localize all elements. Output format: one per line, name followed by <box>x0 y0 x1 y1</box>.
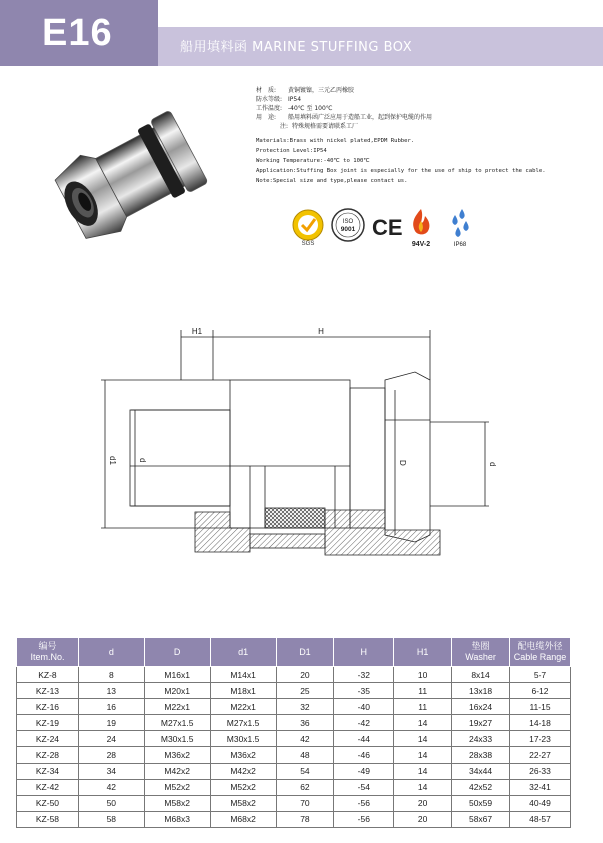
table-cell: M36x2 <box>210 747 276 763</box>
spec-key: 工作温度: <box>256 105 283 112</box>
ce-label: CE <box>372 215 403 240</box>
dim-label-d1: d1 <box>108 456 117 465</box>
page-title: 船用填料函 MARINE STUFFING BOX <box>180 40 413 55</box>
table-cell: 14 <box>394 779 452 795</box>
table-cell: M18x1 <box>210 683 276 699</box>
table-cell: 34 <box>78 763 144 779</box>
table-cell: 11 <box>394 683 452 699</box>
table-cell: M20x1 <box>144 683 210 699</box>
table-cell: M68x2 <box>210 811 276 827</box>
table-cell: M30x1.5 <box>210 731 276 747</box>
table-cell: -42 <box>334 715 394 731</box>
table-cell: KZ-8 <box>17 667 79 683</box>
ip-rating-label: IP68 <box>453 242 467 248</box>
specs-chinese <box>256 86 432 131</box>
table-cell: 6-12 <box>510 683 571 699</box>
table-cell: KZ-24 <box>17 731 79 747</box>
spec-line: Note:Special size and type,please contact us. <box>256 178 408 184</box>
col-header-D1: D1 <box>276 638 334 667</box>
table-cell: 32 <box>276 699 334 715</box>
spec-value: 黄铜镀镍，三元乙丙橡胶 <box>288 87 355 94</box>
spec-table <box>16 637 571 828</box>
table-cell: M52x2 <box>144 779 210 795</box>
table-cell: 20 <box>394 795 452 811</box>
table-cell: 16 <box>78 699 144 715</box>
table-cell: M52x2 <box>210 779 276 795</box>
water-drops-icon <box>452 209 468 248</box>
spec-line: Application:Stuffing Box joint is especially for the use of ship to protect the cable. <box>256 168 546 174</box>
table-cell: 48 <box>276 747 334 763</box>
table-cell: M14x1 <box>210 667 276 683</box>
col-header-d: d <box>78 638 144 667</box>
table-cell: KZ-16 <box>17 699 79 715</box>
table-cell: M27x1.5 <box>210 715 276 731</box>
table-row <box>17 747 571 763</box>
spec-line: Working Temperature:-40℃ to 100℃ <box>256 158 370 164</box>
spec-value: -40℃ 至 100℃ <box>288 105 333 112</box>
table-cell: -32 <box>334 667 394 683</box>
spec-key: 注: <box>279 123 288 130</box>
table-cell: 13x18 <box>452 683 510 699</box>
table-cell: 11-15 <box>510 699 571 715</box>
flame-icon <box>412 209 430 248</box>
product-code: E16 <box>42 12 113 54</box>
table-cell: M22x1 <box>144 699 210 715</box>
flame-rating-label: 94V-2 <box>411 241 431 248</box>
table-cell: M30x1.5 <box>144 731 210 747</box>
table-cell: 17-23 <box>510 731 571 747</box>
spec-value: 特殊规格需要请联系工厂 <box>292 123 359 130</box>
spec-row <box>256 122 432 131</box>
dim-label-d: d <box>138 458 147 463</box>
table-row <box>17 699 571 715</box>
table-cell: -49 <box>334 763 394 779</box>
table-cell: -44 <box>334 731 394 747</box>
table-cell: KZ-42 <box>17 779 79 795</box>
iso-number: 9001 <box>340 226 356 233</box>
table-cell: 62 <box>276 779 334 795</box>
table-cell: M42x2 <box>210 763 276 779</box>
table-row <box>17 683 571 699</box>
table-cell: M16x1 <box>144 667 210 683</box>
table-cell: M22x1 <box>210 699 276 715</box>
table-cell: M27x1.5 <box>144 715 210 731</box>
sgs-icon <box>293 210 323 247</box>
table-cell: -40 <box>334 699 394 715</box>
col-header-cable-range: 配电缆外径 Cable Range <box>510 638 571 667</box>
specs-english <box>256 136 546 186</box>
spec-row <box>256 104 432 113</box>
table-cell: 19x27 <box>452 715 510 731</box>
table-cell: 70 <box>276 795 334 811</box>
table-cell: 40-49 <box>510 795 571 811</box>
col-header-H: H <box>334 638 394 667</box>
table-cell: KZ-34 <box>17 763 79 779</box>
table-header-row <box>17 638 571 667</box>
table-cell: 78 <box>276 811 334 827</box>
iso-icon <box>332 209 364 241</box>
col-header-item: 编号 Item.No. <box>17 638 79 667</box>
table-cell: M36x2 <box>144 747 210 763</box>
table-row <box>17 811 571 827</box>
dim-label-h: H <box>318 327 324 336</box>
table-row <box>17 731 571 747</box>
table-cell: 8 <box>78 667 144 683</box>
col-header-d1: d1 <box>210 638 276 667</box>
table-cell: KZ-28 <box>17 747 79 763</box>
spec-key: 防水等级: <box>256 96 283 103</box>
table-cell: 14-18 <box>510 715 571 731</box>
spec-row <box>256 113 432 122</box>
table-cell: 28x38 <box>452 747 510 763</box>
iso-label: ISO <box>342 219 354 225</box>
table-cell: 50 <box>78 795 144 811</box>
table-cell: 36 <box>276 715 334 731</box>
spec-row <box>256 95 432 104</box>
table-cell: 14 <box>394 747 452 763</box>
table-cell: 14 <box>394 731 452 747</box>
table-cell: 25 <box>276 683 334 699</box>
table-cell: 24x33 <box>452 731 510 747</box>
dim-label-h1: H1 <box>191 327 203 336</box>
table-cell: KZ-50 <box>17 795 79 811</box>
header-bar <box>0 0 603 66</box>
table-cell: 20 <box>394 811 452 827</box>
table-cell: 5-7 <box>510 667 571 683</box>
table-cell: 34x44 <box>452 763 510 779</box>
table-cell: 22-27 <box>510 747 571 763</box>
table-cell: -56 <box>334 811 394 827</box>
sgs-label: SGS <box>301 241 315 247</box>
table-cell: 14 <box>394 763 452 779</box>
table-cell: 58x67 <box>452 811 510 827</box>
table-cell: 13 <box>78 683 144 699</box>
table-row <box>17 779 571 795</box>
table-cell: 10 <box>394 667 452 683</box>
table-cell: 32-41 <box>510 779 571 795</box>
spec-line: Protection Level:IP54 <box>256 148 327 154</box>
spec-key: 用 途: <box>256 114 277 121</box>
table-cell: 42 <box>78 779 144 795</box>
table-cell: KZ-58 <box>17 811 79 827</box>
table-cell: 20 <box>276 667 334 683</box>
product-photo <box>40 88 240 268</box>
table-row <box>17 763 571 779</box>
technical-drawing <box>95 320 515 570</box>
col-header-H1: H1 <box>394 638 452 667</box>
dim-label-D: D <box>398 460 407 466</box>
table-cell: KZ-19 <box>17 715 79 731</box>
spec-key: 材 质: <box>256 87 277 94</box>
table-cell: 11 <box>394 699 452 715</box>
table-row <box>17 795 571 811</box>
table-cell: -56 <box>334 795 394 811</box>
spec-value: 船用填料函广泛应用于造船工业，起到保护电缆的作用 <box>288 114 433 121</box>
table-cell: 42 <box>276 731 334 747</box>
table-row <box>17 667 571 683</box>
table-cell: M42x2 <box>144 763 210 779</box>
table-cell: 58 <box>78 811 144 827</box>
table-cell: KZ-13 <box>17 683 79 699</box>
table-cell: 28 <box>78 747 144 763</box>
table-cell: 14 <box>394 715 452 731</box>
table-cell: 50x59 <box>452 795 510 811</box>
certification-icons <box>290 205 490 250</box>
table-cell: 16x24 <box>452 699 510 715</box>
dim-label-d-right: d <box>488 462 497 467</box>
table-cell: -46 <box>334 747 394 763</box>
table-cell: 48-57 <box>510 811 571 827</box>
table-row <box>17 715 571 731</box>
table-cell: 19 <box>78 715 144 731</box>
ce-icon <box>372 215 403 240</box>
col-header-washer: 垫圈 Washer <box>452 638 510 667</box>
table-cell: M58x2 <box>144 795 210 811</box>
table-cell: 54 <box>276 763 334 779</box>
spec-row <box>256 86 432 95</box>
table-cell: M68x3 <box>144 811 210 827</box>
col-header-D: D <box>144 638 210 667</box>
table-cell: -35 <box>334 683 394 699</box>
spec-value: IP54 <box>288 96 302 103</box>
table-cell: 26-33 <box>510 763 571 779</box>
table-cell: M58x2 <box>210 795 276 811</box>
table-cell: 42x52 <box>452 779 510 795</box>
spec-line: Materials:Brass with nickel plated,EPDM Rubber. <box>256 138 415 144</box>
table-cell: -54 <box>334 779 394 795</box>
table-cell: 8x14 <box>452 667 510 683</box>
table-cell: 24 <box>78 731 144 747</box>
